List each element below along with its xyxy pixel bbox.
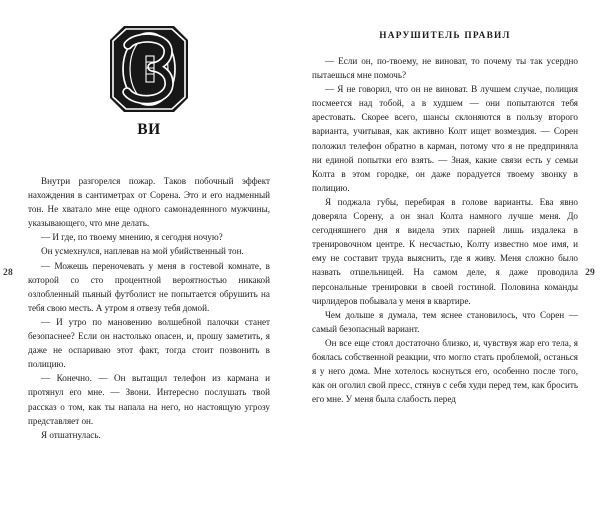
left-page <box>0 0 290 518</box>
paragraph: — Конечно. — Он вытащил телефон из кармана и протянул его мне. — Звони. Интересно послушать твой рассказ о том, как ты напала на него, но настоящую угрозу представляет он. <box>28 373 270 426</box>
page-number-right: 29 <box>585 268 595 278</box>
paragraph: Внутри разгорелся пожар. Таков побочный эффект нахождения в сантиметрах от Сорена. Это и его надменный тон. Не хватало мне еще одного самонадеянного мужчины, указывающего, что мне делать. <box>28 176 270 229</box>
paragraph: — Если он, по-твоему, не виноват, то почему ты так усердно пытаешься мне помочь? <box>312 56 578 81</box>
left-page-body <box>28 139 270 442</box>
paragraph: Чем дольше я думала, тем яснее становилось, что Сорен — самый безопасный вариант. <box>312 309 578 334</box>
paragraph: — Я не говорил, что он не виноват. В лучшем случае, полиция посмеется над тобой, а в худшем — они попытаются тебя арестовать. Скорее всего, шансы склоняются в пользу второго варианта, учитывая, как активно Колт ищет возмездия. — Сорен положил телефон обратно в карман, потому что я не предприняла ни единой попытки его взять. — Зная, какие связи есть у семьи Колта в этом городке, он даже порадуется твоему звонку в полицию. <box>312 84 578 193</box>
paragraph: Он все еще стоял достаточно близко, и, чувствуя жар его тела, я боялась собственной реакции, что могло стать проблемой, останься я у него дома. Мне хотелось коснуться его, особенно после того, как он оголил свой пресс, стянув с себя худи перед тем, как бросить его мне. У меня была слабость перед <box>312 337 578 405</box>
paragraph: — И утро по мановению волшебной палочки станет безопаснее? Если он настолько опасен, и, прошу заметить, я даже не оспариваю этот факт, тогда стоит позвонить в полицию. <box>28 316 270 370</box>
right-page-body <box>312 41 578 406</box>
right-page <box>290 0 600 518</box>
paragraph: — И где, по твоему мнению, я сегодня ночую? <box>41 232 223 243</box>
chapter-opener <box>28 0 270 139</box>
paragraph: Я поджала губы, перебирая в голове варианты. Ева явно доверяла Сорену, а он знал Колта намного лучше меня. До сегодняшнего дня я видела этих парней лишь издалека в тренировочном центре. К несчастью, Колту известно мое имя, и ему не составит труда выяснить, где я живу. Меня сложно было назвать отшельницей. На самом деле, я даже проводила персональные тренировки в своей гостиной. Половина команды чирлидеров побывала у меня в квартире. <box>312 196 578 306</box>
football-chapter-number-icon <box>110 26 188 112</box>
chapter-byline: ВИ <box>137 121 161 138</box>
paragraph: Он усмехнулся, наплевав на мой убийственный тон. <box>41 246 244 257</box>
paragraph: — Можешь переночевать у меня в гостевой комнате, в которой со сто процентной вероятностью никакой озлобленный пьяный футболист не попытается обрушить на тебя свою месть. А утром я отвезу тебя домой. <box>28 260 270 313</box>
page-number-left: 28 <box>3 268 13 278</box>
running-head: НАРУШИТЕЛЬ ПРАВИЛ <box>379 31 511 41</box>
paragraph: Я отшатнулась. <box>41 429 101 440</box>
